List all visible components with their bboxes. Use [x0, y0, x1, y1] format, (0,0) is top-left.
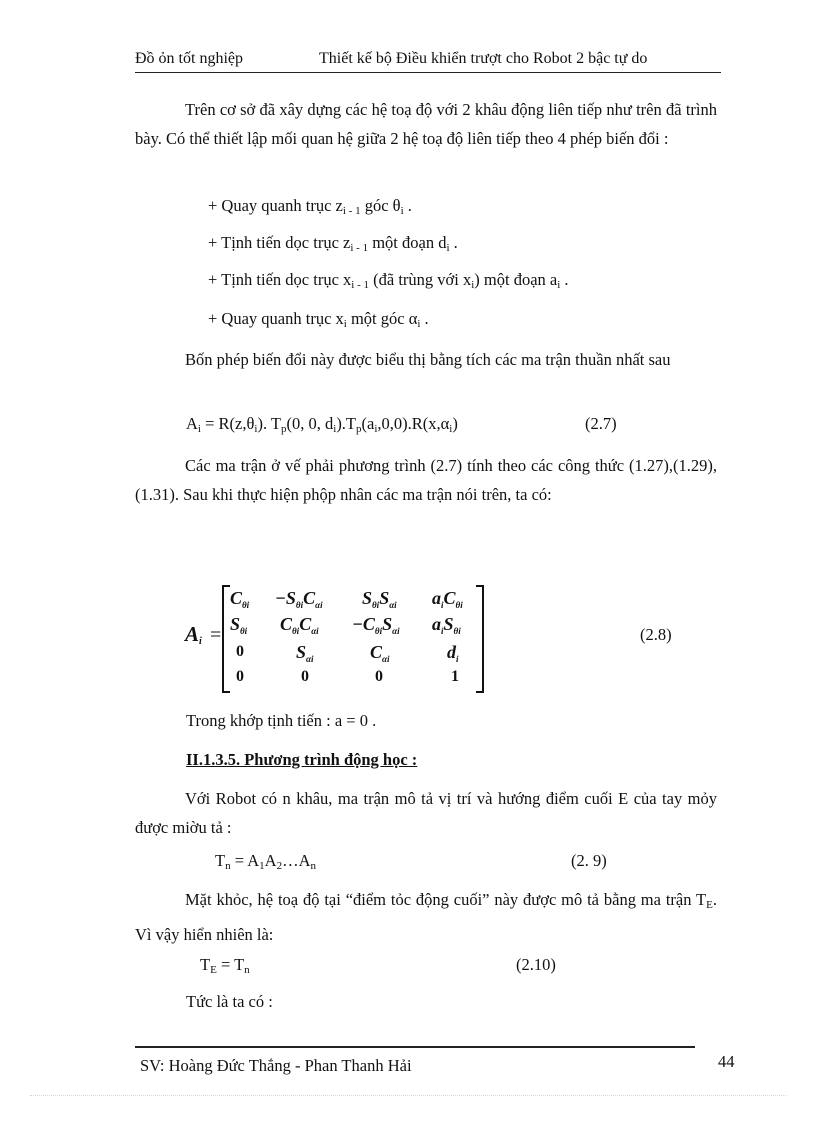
matrix-cell-3-1: 0: [236, 643, 244, 660]
footer-divider: [135, 1046, 695, 1048]
matrix-equals: =: [210, 624, 222, 646]
header-left-title: Đồ ỏn tốt nghiệp: [135, 50, 243, 67]
section-heading: II.1.3.5. Phương trình động học :: [186, 750, 418, 769]
page-header: [135, 50, 721, 73]
matrix-cell-3-4: $d_i$: [447, 642, 459, 664]
closing-line: Tức là ta có :: [186, 992, 273, 1011]
equation-2-10-number: (2.10): [516, 955, 556, 974]
matrix-left-bracket: [222, 585, 230, 693]
matrix-cell-2-4: $a_iS_{\theta i}$: [432, 614, 461, 636]
matrix-label: $A_i$: [185, 622, 202, 647]
matrix-cell-2-1: $S_{\theta i}$: [230, 614, 248, 636]
equation-2-7-number: (2.7): [585, 414, 617, 433]
matrix-cell-2-2: $C_{\theta i}C_{\alpha i}$: [280, 614, 319, 636]
page-bottom-dotted-line: [30, 1095, 786, 1096]
matrix-right-bracket: [476, 585, 484, 693]
paragraph-robot-n-links: Với Robot có n khâu, ma trận mô tả vị trí và hướng điểm cuối E của tay mỏy được miờu tả :: [135, 789, 717, 837]
matrix-cell-1-3: $S_{\theta i}S_{\alpha i}$: [362, 588, 397, 610]
matrix-cell-3-2: $S_{\alpha i}$: [296, 642, 314, 664]
transform-rotate-z: + Quay quanh trục $z_{i - 1}$ góc $\theta_i$ .: [208, 196, 412, 217]
matrix-cell-3-3: $C_{\alpha i}$: [370, 642, 390, 664]
paragraph-formulas: Các ma trận ở vế phải phương trình (2.7) tính theo các công thức (1.27),(1.29),(1.31). Sau khi thực hiện phộp nhân các ma trận nói trên, ta có:: [135, 456, 717, 504]
matrix-cell-4-1: 0: [236, 668, 244, 685]
matrix-cell-2-3: $-C_{\theta i}S_{\alpha i}$: [352, 614, 400, 636]
equation-2-10: $T_E = T_n$: [200, 955, 250, 976]
transform-translate-x: + Tịnh tiến dọc trục $x_{i - 1}$ (đã trùng với $x_i$) một đoạn $a_i$ .: [208, 270, 569, 291]
matrix-cell-1-2: $-S_{\theta i}C_{\alpha i}$: [275, 588, 323, 610]
equation-2-7: $A_i = R(z,\theta_i)$. $T_p(0$, 0, $d_i).T_p(a_i,0,0).R(x,\alpha_i)$: [186, 414, 458, 435]
page-number: 44: [718, 1052, 735, 1071]
equation-2-8-number: (2.8): [640, 625, 672, 644]
matrix-cell-1-4: $a_iC_{\theta i}$: [432, 588, 463, 610]
intro-paragraph: Trên cơ sở đã xây dựng các hệ toạ độ với 2 khâu động liên tiếp như trên đã trình bày. Có thể thiết lập mối quan hệ giữa 2 hệ toạ độ liên tiếp theo 4 phép biến đổi :: [135, 100, 717, 148]
transform-translate-z: + Tịnh tiến dọc trục $z_{i - 1}$ một đoạn $d_i$ .: [208, 233, 458, 254]
matrix-cell-4-4: 1: [451, 668, 459, 685]
prismatic-note: Trong khớp tịnh tiến : a = 0 .: [186, 711, 377, 730]
matrix-cell-4-2: 0: [301, 668, 309, 685]
equation-2-9: $T_n$ = $A_1A_2\dots A_n$: [215, 851, 316, 872]
footer-authors: SV: Hoàng Đức Thắng - Phan Thanh Hải: [140, 1056, 412, 1075]
matrix-cell-4-3: 0: [375, 668, 383, 685]
matrix-cell-1-1: $C_{\theta i}$: [230, 588, 250, 610]
header-right-title: Thiết kế bộ Điều khiển trượt cho Robot 2 bậc tự do: [319, 50, 648, 67]
transform-rotate-x: + Quay quanh trục $x_i$ một góc $\alpha_i$ .: [208, 309, 429, 330]
paragraph-end-effector: Mặt khỏc, hệ toạ độ tại “điểm tỏc động cuối” này được mô tả bằng ma trận $T_E$. Vì vậy hiển nhiên là:: [135, 890, 717, 944]
paragraph-homogeneous: Bốn phép biến đổi này được biểu thị bằng tích các ma trận thuần nhất sau: [185, 350, 671, 369]
equation-2-9-number: (2. 9): [571, 851, 607, 870]
